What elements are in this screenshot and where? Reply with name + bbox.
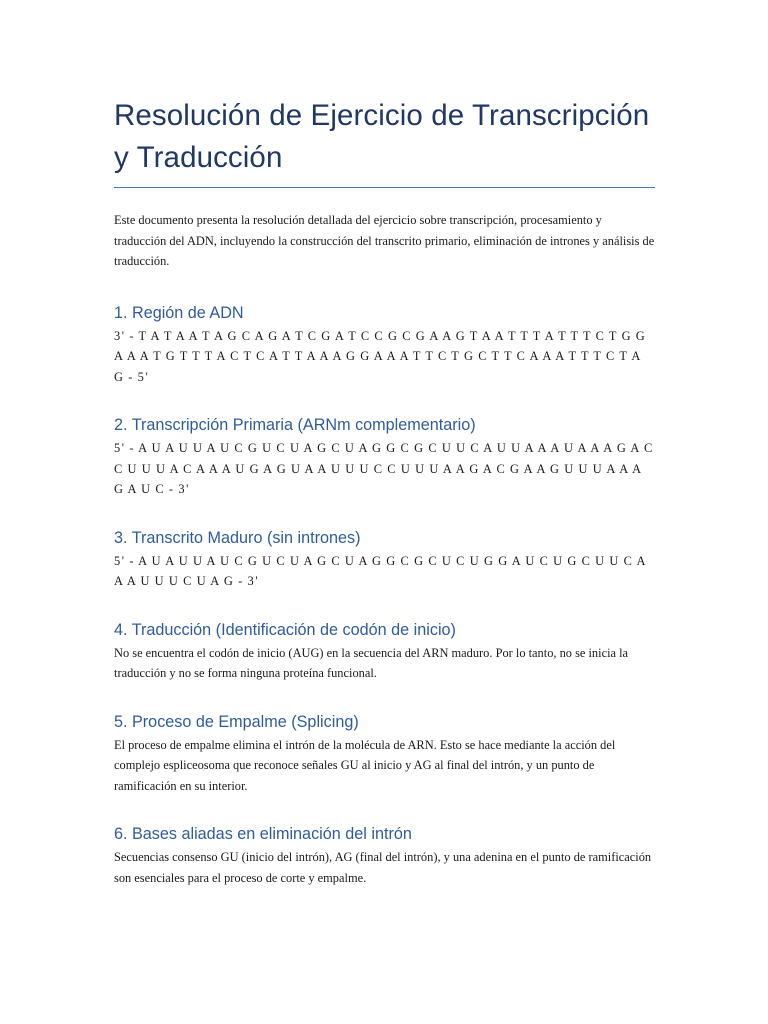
intro-paragraph: Este documento presenta la resolución detallada del ejercicio sobre transcripción, procesamiento y traducción del ADN, incluyendo la construcción del transcrito primario, eliminación de intrones y análisis de traducción. (114, 213, 655, 268)
section-primary-transcription (114, 414, 655, 500)
document-title: Resolución de Ejercicio de Transcripción y Traducción (114, 99, 650, 174)
section-heading: 1. Región de ADN (114, 303, 244, 322)
title-divider (114, 187, 655, 188)
section-heading: 6. Bases aliadas en eliminación del intrón (114, 825, 412, 843)
section-dna-region (114, 302, 655, 388)
dna-sequence: 3' - T A T A A T A G C A G A T C G A T C C G C G A A G T A A T T T A T T T C T G G A A A T G T T T A C T C A T T A A A G G A A A T T C T G C T T C A A A T T T C T A G - 5' (114, 328, 647, 384)
section-body: Secuencias consenso GU (inicio del intrón), AG (final del intrón), y una adenina en el punto de ramificación son esenciales para el proceso de corte y empalme. (114, 850, 652, 885)
section-heading: 3. Transcrito Maduro (sin intrones) (114, 528, 361, 547)
section-mature-transcript (114, 527, 655, 592)
section-heading: 2. Transcripción Primaria (ARNm complementario) (114, 416, 476, 434)
mature-mrna-sequence: 5' - A U A U U A U C G U C U A G C U A G G C G C U C U G G A U C U G C U U C A A A U U U C U A G - 3' (114, 553, 647, 588)
section-heading: 5. Proceso de Empalme (Splicing) (114, 712, 359, 731)
section-body: No se encuentra el codón de inicio (AUG) en la secuencia del ARN maduro. Por lo tanto, no se inicia la traducción y no se forma ninguna proteína funcional. (114, 645, 629, 680)
section-splicing (114, 711, 655, 797)
document-page (114, 0, 655, 888)
section-heading: 4. Traducción (Identificación de codón de inicio) (114, 620, 456, 639)
section-body: El proceso de empalme elimina el intrón de la molécula de ARN. Esto se hace mediante la acción del complejo espliceosoma que reconoce señales GU al inicio y AG al final del intrón, y un punto de ramificación en su interior. (114, 737, 616, 793)
section-intron-bases (114, 823, 655, 888)
mrna-primary-sequence: 5' - A U A U U A U C G U C U A G C U A G G C G C U U C A U U A A A U A A A G A C C U U U A C A A A U G A G U A A U U U C C U U U A A G A C G A A G U U U A A A G A U C - 3' (114, 441, 654, 496)
section-translation (114, 619, 655, 684)
